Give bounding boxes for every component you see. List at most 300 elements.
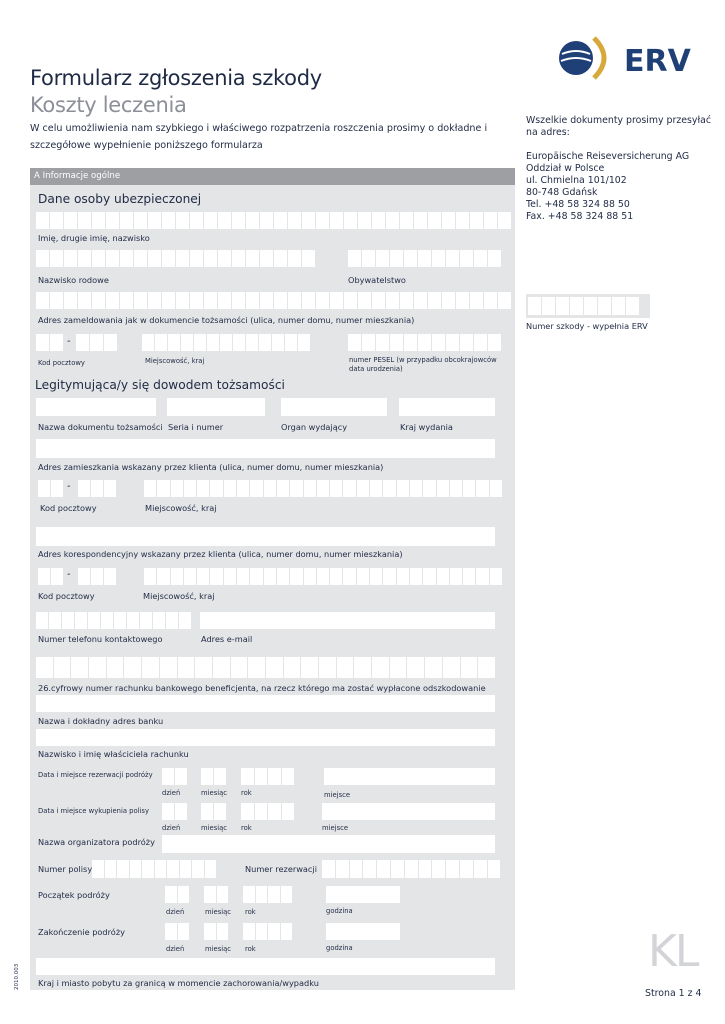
char-cell[interactable] (176, 250, 189, 267)
city-field[interactable] (142, 334, 310, 351)
char-cell[interactable] (153, 612, 165, 629)
char-cell[interactable] (405, 860, 418, 878)
trip-end-day[interactable] (165, 923, 189, 940)
char-cell[interactable] (358, 292, 371, 309)
char-cell[interactable] (259, 334, 271, 351)
char-cell[interactable] (62, 612, 74, 629)
char-cell[interactable] (336, 860, 349, 878)
trip-end-hour-input[interactable] (326, 923, 400, 940)
char-cell[interactable] (180, 860, 192, 878)
owner-input[interactable] (36, 729, 495, 746)
char-cell[interactable] (428, 292, 441, 309)
char-cell[interactable] (418, 250, 431, 267)
char-cell[interactable] (144, 480, 156, 497)
char-cell[interactable] (260, 292, 273, 309)
char-cell[interactable] (442, 292, 455, 309)
char-cell[interactable] (274, 212, 287, 229)
char-cell[interactable] (144, 568, 156, 585)
char-cell[interactable] (204, 250, 217, 267)
char-cell[interactable] (179, 612, 191, 629)
char-cell[interactable] (78, 250, 91, 267)
char-cell[interactable] (232, 250, 245, 267)
purchase-year[interactable] (241, 803, 294, 820)
char-cell[interactable] (127, 612, 139, 629)
char-cell[interactable] (357, 568, 369, 585)
char-cell[interactable] (348, 334, 361, 351)
char-cell[interactable] (428, 212, 441, 229)
char-cell[interactable] (344, 212, 357, 229)
char-cell[interactable] (343, 568, 355, 585)
postcode2-field-a[interactable] (38, 480, 63, 497)
char-cell[interactable] (248, 657, 265, 678)
char-cell[interactable] (178, 923, 190, 940)
char-cell[interactable] (134, 250, 147, 267)
char-cell[interactable] (232, 292, 245, 309)
char-cell[interactable] (148, 292, 161, 309)
char-cell[interactable] (176, 212, 189, 229)
char-cell[interactable] (376, 334, 389, 351)
char-cell[interactable] (237, 480, 249, 497)
char-cell[interactable] (281, 886, 293, 903)
char-cell[interactable] (463, 568, 475, 585)
char-cell[interactable] (316, 292, 329, 309)
char-cell[interactable] (390, 334, 403, 351)
char-cell[interactable] (92, 212, 105, 229)
char-cell[interactable] (414, 212, 427, 229)
char-cell[interactable] (217, 886, 229, 903)
char-cell[interactable] (197, 480, 209, 497)
char-cell[interactable] (241, 768, 254, 785)
char-cell[interactable] (142, 334, 154, 351)
postcode3-field-a[interactable] (38, 568, 63, 585)
char-cell[interactable] (390, 657, 407, 678)
char-cell[interactable] (78, 212, 91, 229)
id-country-input[interactable] (399, 398, 495, 416)
char-cell[interactable] (204, 886, 216, 903)
name-field[interactable] (36, 212, 511, 229)
char-cell[interactable] (64, 250, 77, 267)
char-cell[interactable] (36, 657, 53, 678)
char-cell[interactable] (101, 612, 113, 629)
char-cell[interactable] (418, 334, 431, 351)
char-cell[interactable] (400, 292, 413, 309)
trip-start-hour-input[interactable] (326, 886, 400, 903)
char-cell[interactable] (476, 568, 488, 585)
char-cell[interactable] (372, 212, 385, 229)
char-cell[interactable] (370, 480, 382, 497)
char-cell[interactable] (148, 250, 161, 267)
char-cell[interactable] (450, 480, 462, 497)
char-cell[interactable] (142, 860, 154, 878)
char-cell[interactable] (376, 250, 389, 267)
postcode3-field-b[interactable] (78, 568, 116, 585)
email-input[interactable] (200, 612, 495, 629)
char-cell[interactable] (162, 292, 175, 309)
char-cell[interactable] (90, 334, 103, 351)
char-cell[interactable] (204, 292, 217, 309)
char-cell[interactable] (165, 923, 177, 940)
char-cell[interactable] (330, 292, 343, 309)
char-cell[interactable] (437, 568, 449, 585)
char-cell[interactable] (243, 923, 255, 940)
claim-number-cells[interactable] (528, 297, 639, 315)
char-cell[interactable] (437, 480, 449, 497)
purchase-day[interactable] (162, 803, 187, 820)
char-cell[interactable] (330, 480, 342, 497)
char-cell[interactable] (282, 768, 295, 785)
char-cell[interactable] (175, 803, 187, 820)
char-cell[interactable] (304, 480, 316, 497)
char-cell[interactable] (284, 657, 301, 678)
char-cell[interactable] (330, 568, 342, 585)
char-cell[interactable] (386, 292, 399, 309)
char-cell[interactable] (36, 250, 49, 267)
char-cell[interactable] (92, 250, 105, 267)
char-cell[interactable] (304, 568, 316, 585)
char-cell[interactable] (250, 568, 262, 585)
char-cell[interactable] (204, 923, 216, 940)
char-cell[interactable] (190, 212, 203, 229)
char-cell[interactable] (218, 292, 231, 309)
char-cell[interactable] (337, 657, 354, 678)
char-cell[interactable] (354, 657, 371, 678)
char-cell[interactable] (178, 886, 190, 903)
char-cell[interactable] (460, 250, 473, 267)
reservation-number-field[interactable] (322, 860, 500, 878)
char-cell[interactable] (213, 657, 230, 678)
char-cell[interactable] (207, 334, 219, 351)
id-series-number-input[interactable] (167, 398, 265, 416)
char-cell[interactable] (217, 923, 229, 940)
char-cell[interactable] (404, 250, 417, 267)
char-cell[interactable] (272, 334, 284, 351)
char-cell[interactable] (88, 612, 100, 629)
id-document-name-input[interactable] (36, 398, 156, 416)
char-cell[interactable] (432, 334, 445, 351)
char-cell[interactable] (78, 480, 90, 497)
residence-address-input[interactable] (36, 439, 495, 458)
char-cell[interactable] (383, 480, 395, 497)
char-cell[interactable] (124, 657, 141, 678)
char-cell[interactable] (446, 250, 459, 267)
char-cell[interactable] (302, 212, 315, 229)
trip-end-year[interactable] (243, 923, 292, 940)
char-cell[interactable] (205, 860, 217, 878)
char-cell[interactable] (317, 480, 329, 497)
booking-day[interactable] (162, 768, 187, 785)
char-cell[interactable] (171, 480, 183, 497)
char-cell[interactable] (233, 334, 245, 351)
char-cell[interactable] (490, 480, 502, 497)
char-cell[interactable] (89, 657, 106, 678)
char-cell[interactable] (134, 212, 147, 229)
char-cell[interactable] (106, 292, 119, 309)
char-cell[interactable] (498, 212, 511, 229)
char-cell[interactable] (218, 250, 231, 267)
char-cell[interactable] (171, 568, 183, 585)
char-cell[interactable] (50, 334, 63, 351)
char-cell[interactable] (264, 480, 276, 497)
char-cell[interactable] (478, 657, 495, 678)
char-cell[interactable] (176, 292, 189, 309)
char-cell[interactable] (49, 612, 61, 629)
char-cell[interactable] (344, 292, 357, 309)
char-cell[interactable] (51, 480, 63, 497)
char-cell[interactable] (410, 480, 422, 497)
char-cell[interactable] (232, 212, 245, 229)
char-cell[interactable] (36, 612, 48, 629)
char-cell[interactable] (246, 292, 259, 309)
char-cell[interactable] (288, 212, 301, 229)
char-cell[interactable] (383, 568, 395, 585)
char-cell[interactable] (201, 768, 213, 785)
char-cell[interactable] (277, 568, 289, 585)
char-cell[interactable] (470, 212, 483, 229)
char-cell[interactable] (390, 250, 403, 267)
char-cell[interactable] (36, 212, 49, 229)
char-cell[interactable] (484, 212, 497, 229)
char-cell[interactable] (160, 657, 177, 678)
char-cell[interactable] (256, 923, 268, 940)
char-cell[interactable] (192, 860, 204, 878)
char-cell[interactable] (204, 212, 217, 229)
char-cell[interactable] (120, 250, 133, 267)
char-cell[interactable] (210, 480, 222, 497)
char-cell[interactable] (64, 212, 77, 229)
char-cell[interactable] (260, 212, 273, 229)
char-cell[interactable] (167, 860, 179, 878)
char-cell[interactable] (75, 612, 87, 629)
char-cell[interactable] (343, 480, 355, 497)
id-issuer-input[interactable] (281, 398, 387, 416)
char-cell[interactable] (285, 334, 297, 351)
char-cell[interactable] (175, 768, 187, 785)
char-cell[interactable] (194, 334, 206, 351)
char-cell[interactable] (397, 568, 409, 585)
purchase-month[interactable] (201, 803, 226, 820)
char-cell[interactable] (197, 568, 209, 585)
char-cell[interactable] (470, 292, 483, 309)
char-cell[interactable] (268, 886, 280, 903)
char-cell[interactable] (474, 250, 487, 267)
char-cell[interactable] (243, 886, 255, 903)
char-cell[interactable] (78, 568, 90, 585)
char-cell[interactable] (274, 292, 287, 309)
char-cell[interactable] (277, 480, 289, 497)
char-cell[interactable] (51, 568, 63, 585)
trip-end-month[interactable] (204, 923, 228, 940)
char-cell[interactable] (260, 250, 273, 267)
char-cell[interactable] (288, 292, 301, 309)
char-cell[interactable] (190, 250, 203, 267)
char-cell[interactable] (237, 568, 249, 585)
char-cell[interactable] (423, 568, 435, 585)
char-cell[interactable] (377, 860, 390, 878)
purchase-place-input[interactable] (322, 803, 495, 820)
char-cell[interactable] (162, 250, 175, 267)
registered-address-field[interactable] (36, 292, 511, 309)
booking-year[interactable] (241, 768, 294, 785)
trip-start-month[interactable] (204, 886, 228, 903)
char-cell[interactable] (246, 212, 259, 229)
char-cell[interactable] (362, 334, 375, 351)
char-cell[interactable] (104, 568, 116, 585)
char-cell[interactable] (476, 480, 488, 497)
char-cell[interactable] (397, 480, 409, 497)
char-cell[interactable] (50, 250, 63, 267)
char-cell[interactable] (268, 768, 281, 785)
char-cell[interactable] (317, 568, 329, 585)
char-cell[interactable] (357, 480, 369, 497)
char-cell[interactable] (148, 212, 161, 229)
char-cell[interactable] (92, 860, 104, 878)
char-cell[interactable] (302, 292, 315, 309)
char-cell[interactable] (38, 568, 50, 585)
char-cell[interactable] (36, 292, 49, 309)
organizer-input[interactable] (162, 835, 495, 853)
char-cell[interactable] (117, 860, 129, 878)
char-cell[interactable] (474, 860, 487, 878)
char-cell[interactable] (162, 768, 174, 785)
char-cell[interactable] (50, 212, 63, 229)
char-cell[interactable] (168, 334, 180, 351)
trip-start-year[interactable] (243, 886, 292, 903)
policy-number-field[interactable] (92, 860, 216, 878)
char-cell[interactable] (498, 292, 511, 309)
char-cell[interactable] (432, 250, 445, 267)
char-cell[interactable] (268, 923, 280, 940)
phone-field[interactable] (36, 612, 191, 629)
char-cell[interactable] (104, 480, 116, 497)
char-cell[interactable] (92, 292, 105, 309)
char-cell[interactable] (484, 292, 497, 309)
city3-field[interactable] (144, 568, 502, 585)
char-cell[interactable] (71, 657, 88, 678)
char-cell[interactable] (363, 860, 376, 878)
booking-month[interactable] (201, 768, 226, 785)
char-cell[interactable] (423, 480, 435, 497)
char-cell[interactable] (282, 803, 295, 820)
char-cell[interactable] (319, 657, 336, 678)
char-cell[interactable] (218, 212, 231, 229)
char-cell[interactable] (370, 568, 382, 585)
char-cell[interactable] (105, 860, 117, 878)
char-cell[interactable] (432, 860, 445, 878)
char-cell[interactable] (460, 860, 473, 878)
char-cell[interactable] (246, 250, 259, 267)
char-cell[interactable] (322, 860, 335, 878)
char-cell[interactable] (372, 657, 389, 678)
char-cell[interactable] (134, 292, 147, 309)
char-cell[interactable] (386, 212, 399, 229)
char-cell[interactable] (157, 480, 169, 497)
char-cell[interactable] (142, 657, 159, 678)
char-cell[interactable] (288, 250, 301, 267)
correspondence-address-input[interactable] (36, 527, 495, 546)
trip-start-day[interactable] (165, 886, 189, 903)
char-cell[interactable] (104, 334, 117, 351)
char-cell[interactable] (165, 886, 177, 903)
char-cell[interactable] (456, 212, 469, 229)
char-cell[interactable] (410, 568, 422, 585)
char-cell[interactable] (107, 657, 124, 678)
char-cell[interactable] (246, 334, 258, 351)
char-cell[interactable] (155, 334, 167, 351)
postcode2-field-b[interactable] (78, 480, 116, 497)
family-name-field[interactable] (36, 250, 315, 267)
postcode-field-b[interactable] (76, 334, 117, 351)
char-cell[interactable] (372, 292, 385, 309)
char-cell[interactable] (64, 292, 77, 309)
char-cell[interactable] (36, 334, 49, 351)
booking-place-input[interactable] (324, 768, 495, 785)
char-cell[interactable] (490, 568, 502, 585)
char-cell[interactable] (358, 212, 371, 229)
char-cell[interactable] (157, 568, 169, 585)
char-cell[interactable] (184, 568, 196, 585)
char-cell[interactable] (274, 250, 287, 267)
char-cell[interactable] (443, 657, 460, 678)
char-cell[interactable] (474, 334, 487, 351)
char-cell[interactable] (91, 480, 103, 497)
char-cell[interactable] (301, 657, 318, 678)
char-cell[interactable] (181, 334, 193, 351)
char-cell[interactable] (264, 568, 276, 585)
char-cell[interactable] (214, 768, 226, 785)
char-cell[interactable] (201, 803, 213, 820)
char-cell[interactable] (442, 212, 455, 229)
stay-location-input[interactable] (36, 958, 495, 975)
char-cell[interactable] (446, 860, 459, 878)
char-cell[interactable] (76, 334, 89, 351)
char-cell[interactable] (290, 568, 302, 585)
pesel-field[interactable] (348, 334, 501, 351)
char-cell[interactable] (231, 657, 248, 678)
account-number-field[interactable] (36, 657, 495, 678)
char-cell[interactable] (120, 292, 133, 309)
char-cell[interactable] (266, 657, 283, 678)
char-cell[interactable] (106, 250, 119, 267)
char-cell[interactable] (330, 212, 343, 229)
char-cell[interactable] (488, 860, 501, 878)
char-cell[interactable] (91, 568, 103, 585)
char-cell[interactable] (210, 568, 222, 585)
char-cell[interactable] (214, 803, 226, 820)
citizenship-field[interactable] (348, 250, 501, 267)
char-cell[interactable] (290, 480, 302, 497)
char-cell[interactable] (114, 612, 126, 629)
char-cell[interactable] (488, 334, 501, 351)
char-cell[interactable] (425, 657, 442, 678)
char-cell[interactable] (241, 803, 254, 820)
char-cell[interactable] (50, 292, 63, 309)
char-cell[interactable] (190, 292, 203, 309)
char-cell[interactable] (255, 803, 268, 820)
char-cell[interactable] (456, 292, 469, 309)
char-cell[interactable] (178, 657, 195, 678)
char-cell[interactable] (446, 334, 459, 351)
postcode-field-a[interactable] (36, 334, 63, 351)
char-cell[interactable] (162, 212, 175, 229)
char-cell[interactable] (281, 923, 293, 940)
char-cell[interactable] (460, 334, 473, 351)
char-cell[interactable] (255, 768, 268, 785)
char-cell[interactable] (78, 292, 91, 309)
char-cell[interactable] (120, 212, 133, 229)
bank-input[interactable] (36, 695, 495, 712)
char-cell[interactable] (224, 480, 236, 497)
char-cell[interactable] (256, 886, 268, 903)
